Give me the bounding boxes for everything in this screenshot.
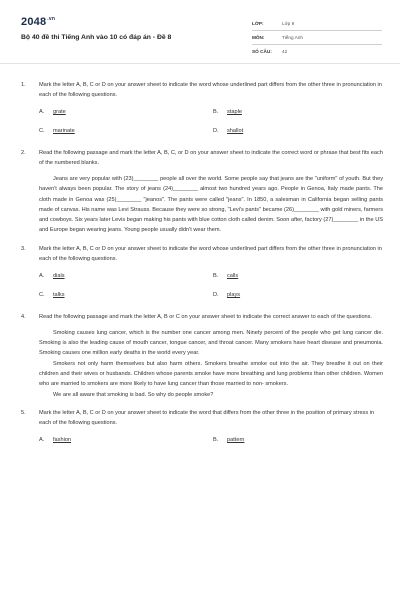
question-1 — [21, 80, 383, 100]
meta-label: LỚP: — [252, 21, 264, 26]
meta-table — [252, 17, 382, 58]
question-text: Mark the letter A, B, C or D on your answer sheet to indicate the word that differs from the other three in the position of primary stress in each of the following questions. — [39, 409, 375, 426]
question-5 — [21, 408, 383, 428]
question-4 — [21, 312, 383, 322]
meta-row-count — [252, 45, 382, 58]
option-a[interactable] — [39, 271, 213, 281]
option-word: calls — [227, 272, 239, 279]
question-text: Mark the letter A, B, C or D on your answer sheet to indicate the word whose underlined part differs from the other three in pronunciation in each of the following questions. — [39, 245, 382, 262]
option-word: marinate — [53, 128, 75, 134]
option-letter: D. — [213, 291, 219, 298]
question-number: 5. — [21, 409, 26, 416]
meta-value: 42 — [282, 49, 288, 54]
option-word: pattern — [227, 436, 245, 443]
option-letter: B. — [213, 109, 219, 115]
passage-paragraph: Smoking causes lung cancer, which is the number one cancer among men. Ninety percent of the people who get lung cancer die. Smoking is also the leading cause of mouth cancer, tongue cancer, and throat cancer. Many smokers have heart disease and pneumonia. Smoking causes one million early deaths in the world every year. — [39, 329, 383, 357]
option-letter: D. — [213, 128, 219, 134]
options-3 — [39, 271, 383, 300]
option-a[interactable] — [39, 435, 213, 445]
option-b[interactable] — [213, 435, 383, 445]
passage-paragraph: Smokers not only harm themselves but also harm others. Smokers breathe smoke out into the air. They breathe it out on their children and their wives or husbands. Children whose parents smoke have more breathing and lung problems than other children. Women who are married to smokers are more likely to have lung cancer than those married to non- smokers. — [39, 360, 383, 388]
question-number: 4. — [21, 313, 26, 320]
passage-paragraph: Jeans are very popular with (23)________ people all over the world. Some people say that jeans are the "uniform" of youth. But they haven't always been popular. The story of jeans (24)________ almost two hundred years ago. People in Genoa, Italy made pants. The cloth made in Genoa was (25)________ "jeanos". The pants were called "jeans". In 1850, a salesman in California began selling pants made of canvas. His name was Levi Strauss. Because they were so strong, "Levi's pants" became (26)________ with gold miners, farmers and cowboys. Six years later Levis began making his pants with blue cotton cloth called denim. Soon after, factory (27)________ in the US and Europe began wearing jeans. Young people usually didn't wear them. — [39, 176, 383, 234]
option-word: dials — [53, 272, 65, 279]
option-word: staple — [227, 109, 242, 115]
passage-jeans — [39, 174, 383, 236]
meta-row-subject — [252, 31, 382, 45]
question-2 — [21, 148, 383, 168]
meta-row-class — [252, 17, 382, 31]
option-letter: A. — [39, 436, 45, 443]
option-letter: C. — [39, 291, 45, 298]
option-letter: A. — [39, 272, 45, 279]
options-1 — [39, 107, 383, 136]
option-letter: C. — [39, 128, 45, 134]
option-word: talks — [53, 291, 65, 298]
meta-value: Lớp 9 — [282, 21, 295, 26]
meta-label: MÔN: — [252, 35, 265, 40]
option-d[interactable] — [213, 290, 383, 300]
option-b[interactable] — [213, 107, 383, 117]
option-letter: A. — [39, 109, 45, 115]
option-word: fashion — [53, 436, 72, 443]
site-logo[interactable] — [21, 16, 55, 28]
logo-domain: .vn — [47, 16, 56, 23]
option-c[interactable] — [39, 290, 213, 300]
question-text: Mark the letter A, B, C or D on your answer sheet to indicate the word whose underlined part differs from the other three in pronunciation in each of the following questions. — [39, 82, 382, 98]
option-letter: B. — [213, 272, 219, 279]
question-3 — [21, 244, 383, 264]
passage-smoking — [39, 328, 383, 400]
option-c[interactable] — [39, 126, 213, 136]
options-5 — [39, 435, 383, 445]
question-text: Read the following passage and mark the letter A, B or C on your answer sheet to indicate the correct answer to each of the questions. — [39, 313, 373, 320]
option-word: plays — [227, 291, 241, 298]
option-b[interactable] — [213, 271, 383, 281]
logo-text: 2048 — [21, 16, 47, 28]
question-number: 3. — [21, 245, 26, 252]
option-d[interactable] — [213, 126, 383, 136]
question-number: 1. — [21, 82, 26, 88]
option-word: shallot — [227, 128, 244, 134]
meta-value: Tiếng Anh — [282, 35, 303, 40]
passage-paragraph: We are all aware that smoking is bad. So why do people smoke? — [53, 391, 214, 398]
meta-label: SỐ CÂU: — [252, 49, 272, 54]
document-title: Bộ 40 đề thi Tiếng Anh vào 10 có đáp án - Đề 8 — [21, 34, 172, 41]
option-word: grate — [53, 109, 66, 115]
option-a[interactable] — [39, 107, 213, 117]
question-list — [21, 80, 383, 451]
option-letter: B. — [213, 436, 219, 443]
question-text: Read the following passage and mark the letter A, B, C, or D on your answer sheet to indicate the correct word or phrase that best fits each of the numbered blanks. — [39, 150, 383, 166]
header-divider — [0, 63, 400, 64]
question-number: 2. — [21, 150, 26, 156]
